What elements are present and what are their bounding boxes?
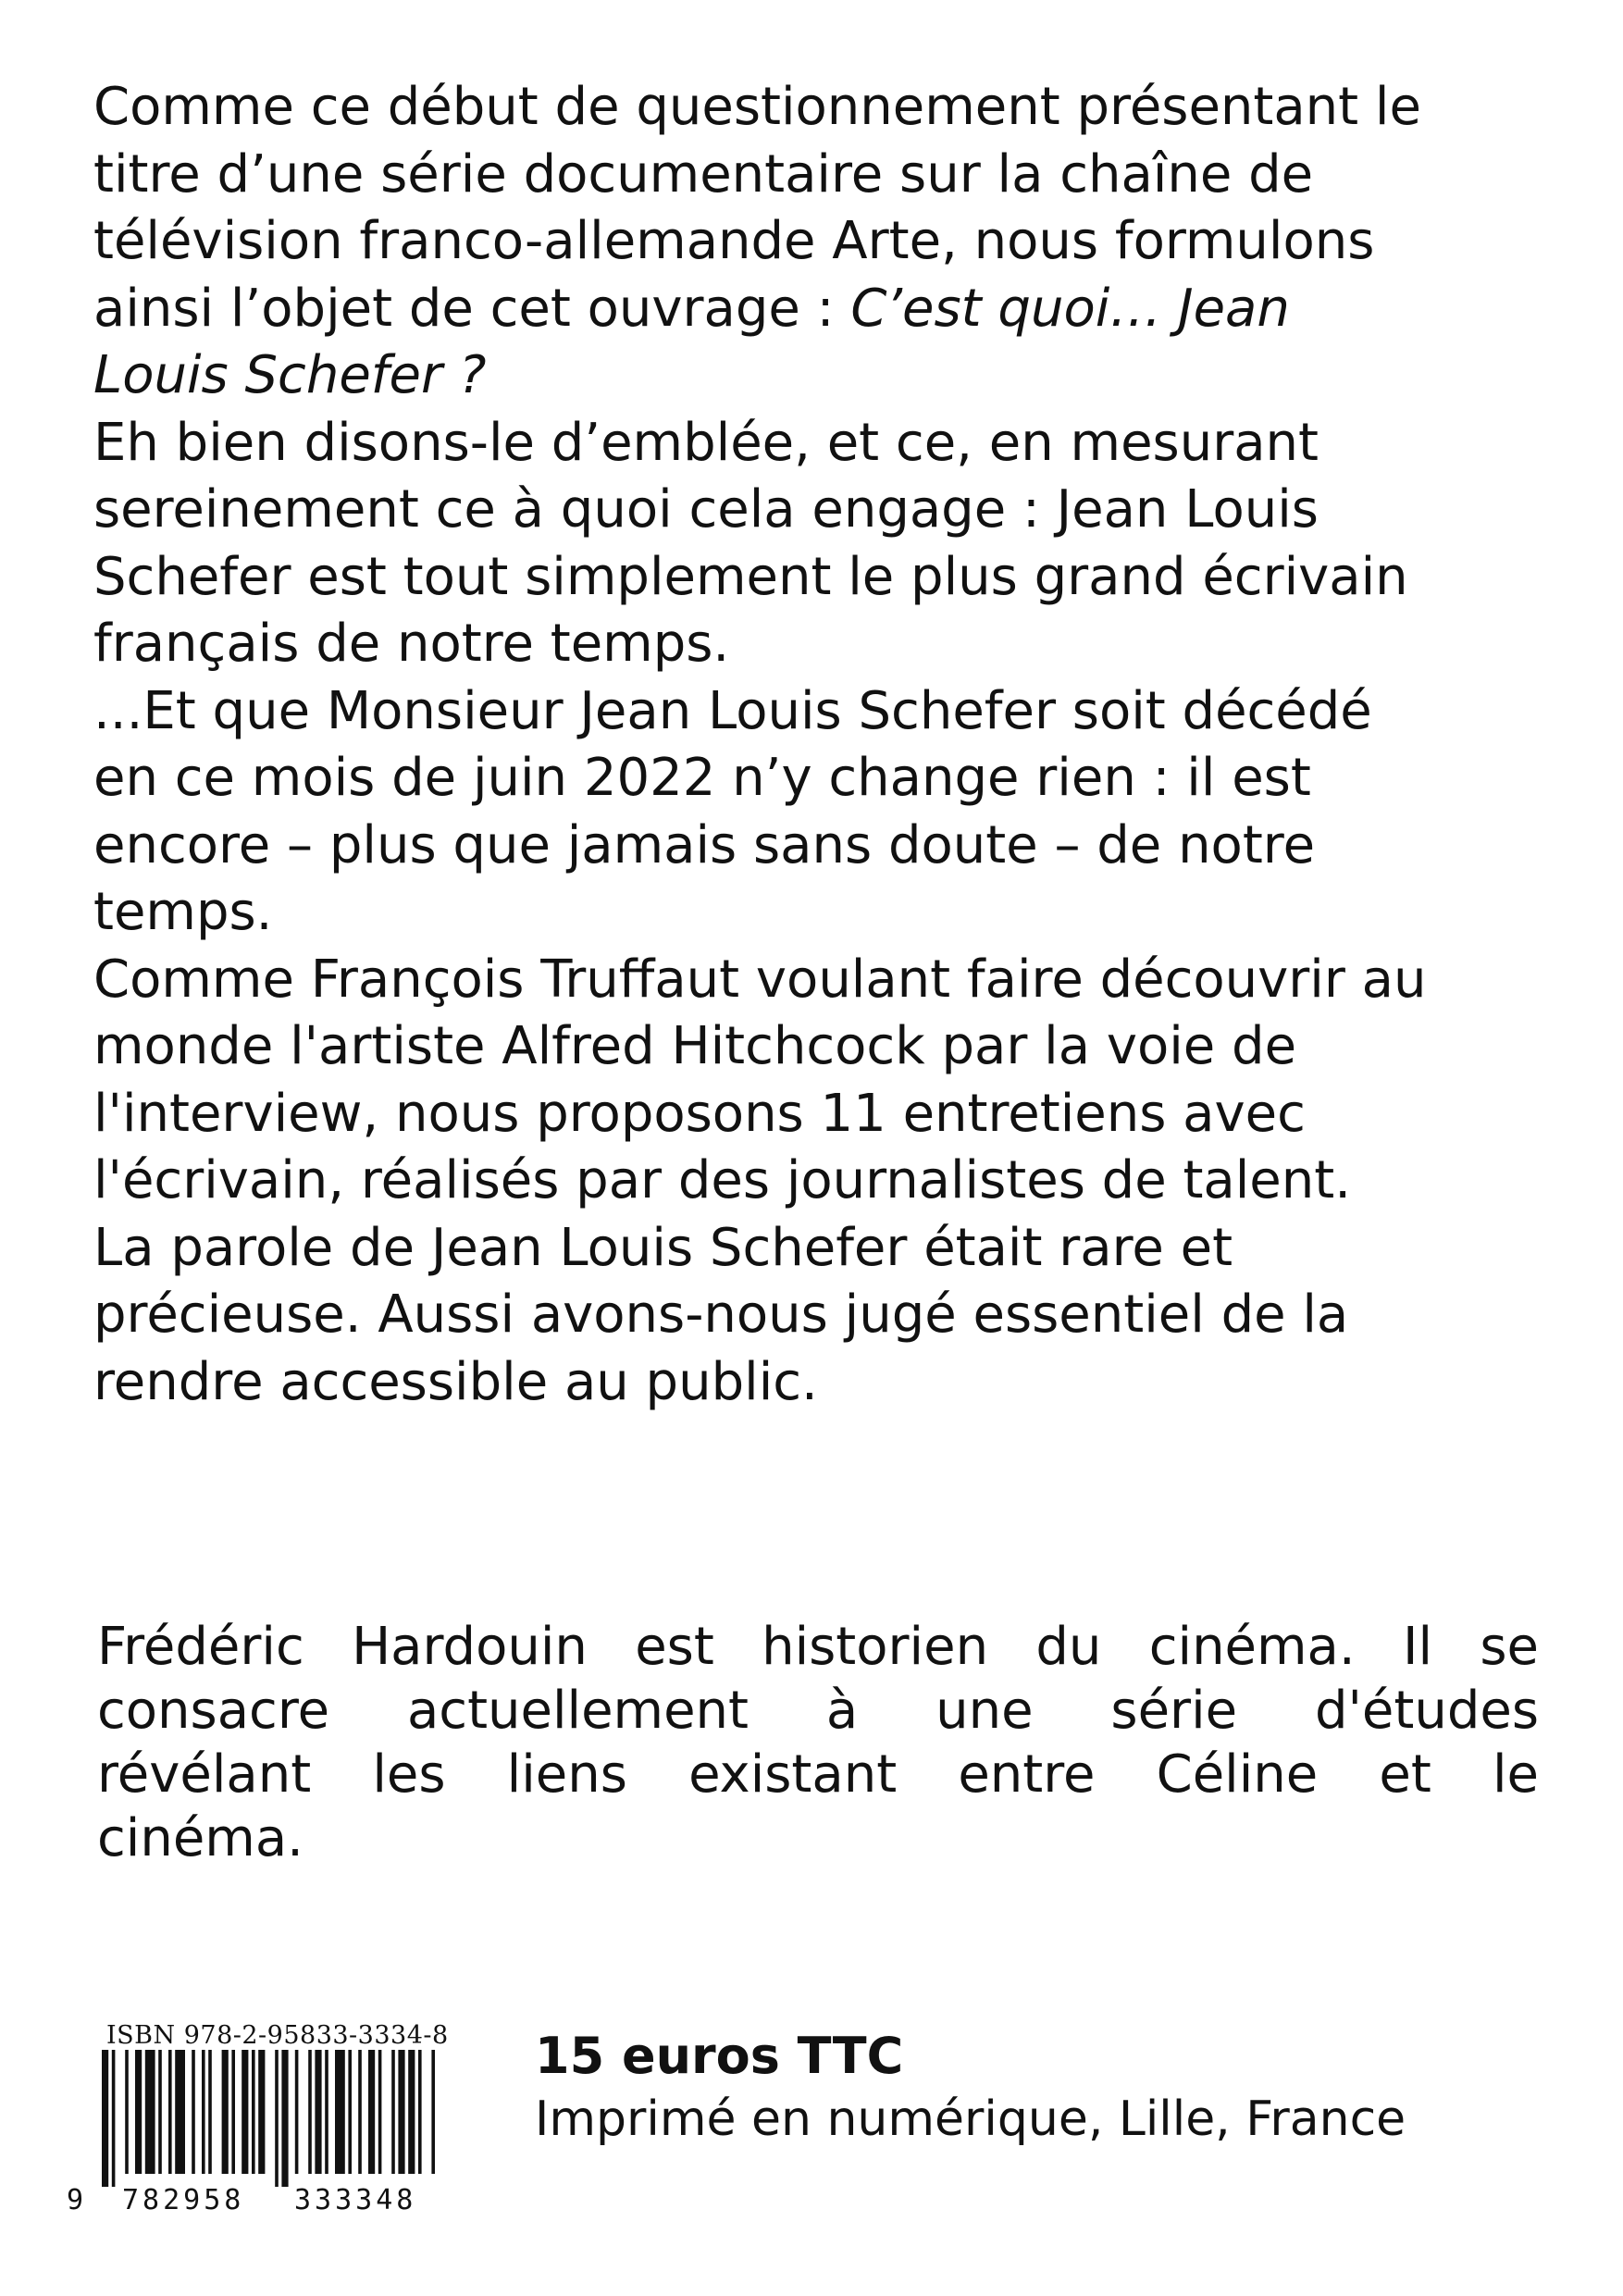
barcode-bar bbox=[242, 2050, 248, 2174]
barcode-bars bbox=[102, 2050, 435, 2187]
barcode-bar bbox=[192, 2050, 195, 2174]
barcode-left-digits: 782958 bbox=[122, 2184, 245, 2216]
blurb-line: rendre accessible au public. bbox=[93, 1351, 818, 1412]
blurb-line: Comme François Truffaut voulant faire découvrir au bbox=[93, 949, 1427, 1010]
barcode-bar bbox=[325, 2050, 328, 2174]
printed-in-label: Imprimé en numérique, Lille, France bbox=[535, 2091, 1406, 2147]
barcode-bar bbox=[391, 2050, 395, 2174]
blurb-line: français de notre temps. bbox=[93, 614, 730, 674]
blurb-line bbox=[93, 276, 1555, 343]
barcode-right-digits: 333348 bbox=[294, 2184, 417, 2216]
barcode-bar bbox=[408, 2050, 415, 2174]
barcode-bar bbox=[348, 2050, 352, 2174]
barcode-bar bbox=[308, 2050, 312, 2174]
blurb-line: Eh bien disons-le d’emblée, et ce, en mesurant bbox=[93, 412, 1319, 473]
barcode-bar bbox=[258, 2050, 265, 2174]
bio-line: Frédéric Hardouin est historien du cinéma. Il se bbox=[97, 1617, 1539, 1677]
blurb-line: précieuse. Aussi avons-nous jugé essentiel de la bbox=[93, 1285, 1349, 1345]
barcode-bar bbox=[135, 2050, 142, 2174]
price-label: 15 euros TTC bbox=[535, 2027, 904, 2085]
blurb-line: titre d’une série documentaire sur la chaîne de bbox=[93, 143, 1314, 205]
barcode-bar bbox=[335, 2050, 345, 2174]
blurb-line: Schefer est tout simplement le plus grand écrivain bbox=[93, 546, 1408, 607]
author-bio bbox=[97, 1615, 1539, 1870]
barcode-bar bbox=[418, 2050, 422, 2174]
blurb-line: La parole de Jean Louis Schefer était rare et bbox=[93, 1217, 1233, 1278]
barcode-bar bbox=[168, 2050, 172, 2174]
barcode-bar bbox=[431, 2050, 435, 2174]
barcode-bar bbox=[158, 2050, 162, 2174]
blurb-line: l'écrivain, réalisés par des journalistes de talent. bbox=[93, 1150, 1352, 1210]
barcode-bar bbox=[275, 2050, 279, 2187]
barcode-bar bbox=[202, 2050, 205, 2174]
bio-line: révélant les liens existant entre Céline et le bbox=[97, 1744, 1539, 1805]
barcode-bar bbox=[208, 2050, 212, 2174]
barcode-bar bbox=[281, 2050, 288, 2187]
barcode-bar bbox=[175, 2050, 185, 2174]
isbn-barcode bbox=[65, 2022, 453, 2216]
barcode-bar bbox=[222, 2050, 229, 2174]
blurb-line: télévision franco-allemande Arte, nous formulons bbox=[93, 211, 1375, 271]
blurb-line: Comme ce début de questionnement présentant le bbox=[93, 77, 1421, 137]
price-block bbox=[535, 2025, 1406, 2151]
blurb-line-text: ainsi l’objet de cet ouvrage : bbox=[93, 278, 851, 339]
blurb-line: sereinement ce à quoi cela engage : Jean Louis bbox=[93, 479, 1319, 540]
blurb-italic-question: Louis Schefer ? bbox=[93, 345, 487, 405]
isbn-label: ISBN 978-2-95833-3334-8 bbox=[106, 2021, 449, 2050]
barcode-bar bbox=[368, 2050, 375, 2174]
barcode-bar bbox=[252, 2050, 255, 2174]
barcode-bar bbox=[398, 2050, 404, 2174]
blurb-line: encore – plus que jamais sans doute – de notre bbox=[93, 814, 1316, 875]
barcode-bar bbox=[102, 2050, 108, 2187]
barcode-bar bbox=[125, 2050, 129, 2174]
blurb-line: en ce mois de juin 2022 n’y change rien : il est bbox=[93, 748, 1311, 808]
blurb-line: temps. bbox=[93, 882, 273, 942]
barcode-graphic bbox=[65, 2050, 453, 2216]
blurb-line: l'interview, nous proposons 11 entretiens avec bbox=[93, 1083, 1306, 1144]
barcode-bar bbox=[315, 2050, 321, 2174]
blurb-line: ...Et que Monsieur Jean Louis Schefer soit décédé bbox=[93, 680, 1372, 741]
barcode-bar bbox=[112, 2050, 116, 2187]
bio-line: consacre actuellement à une série d'études bbox=[97, 1681, 1539, 1741]
barcode-first-digit: 9 bbox=[67, 2184, 84, 2216]
blurb-line bbox=[93, 342, 1555, 410]
blurb-italic-question: C’est quoi… Jean bbox=[850, 278, 1290, 339]
barcode-bar bbox=[231, 2050, 235, 2174]
barcode-bar bbox=[378, 2050, 382, 2174]
barcode-bar bbox=[295, 2050, 299, 2174]
barcode-bar bbox=[358, 2050, 362, 2174]
blurb-line: monde l'artiste Alfred Hitchcock par la voie de bbox=[93, 1016, 1297, 1076]
back-cover-blurb bbox=[93, 74, 1555, 1416]
bio-line: cinéma. bbox=[97, 1808, 304, 1868]
barcode-bar bbox=[145, 2050, 155, 2174]
